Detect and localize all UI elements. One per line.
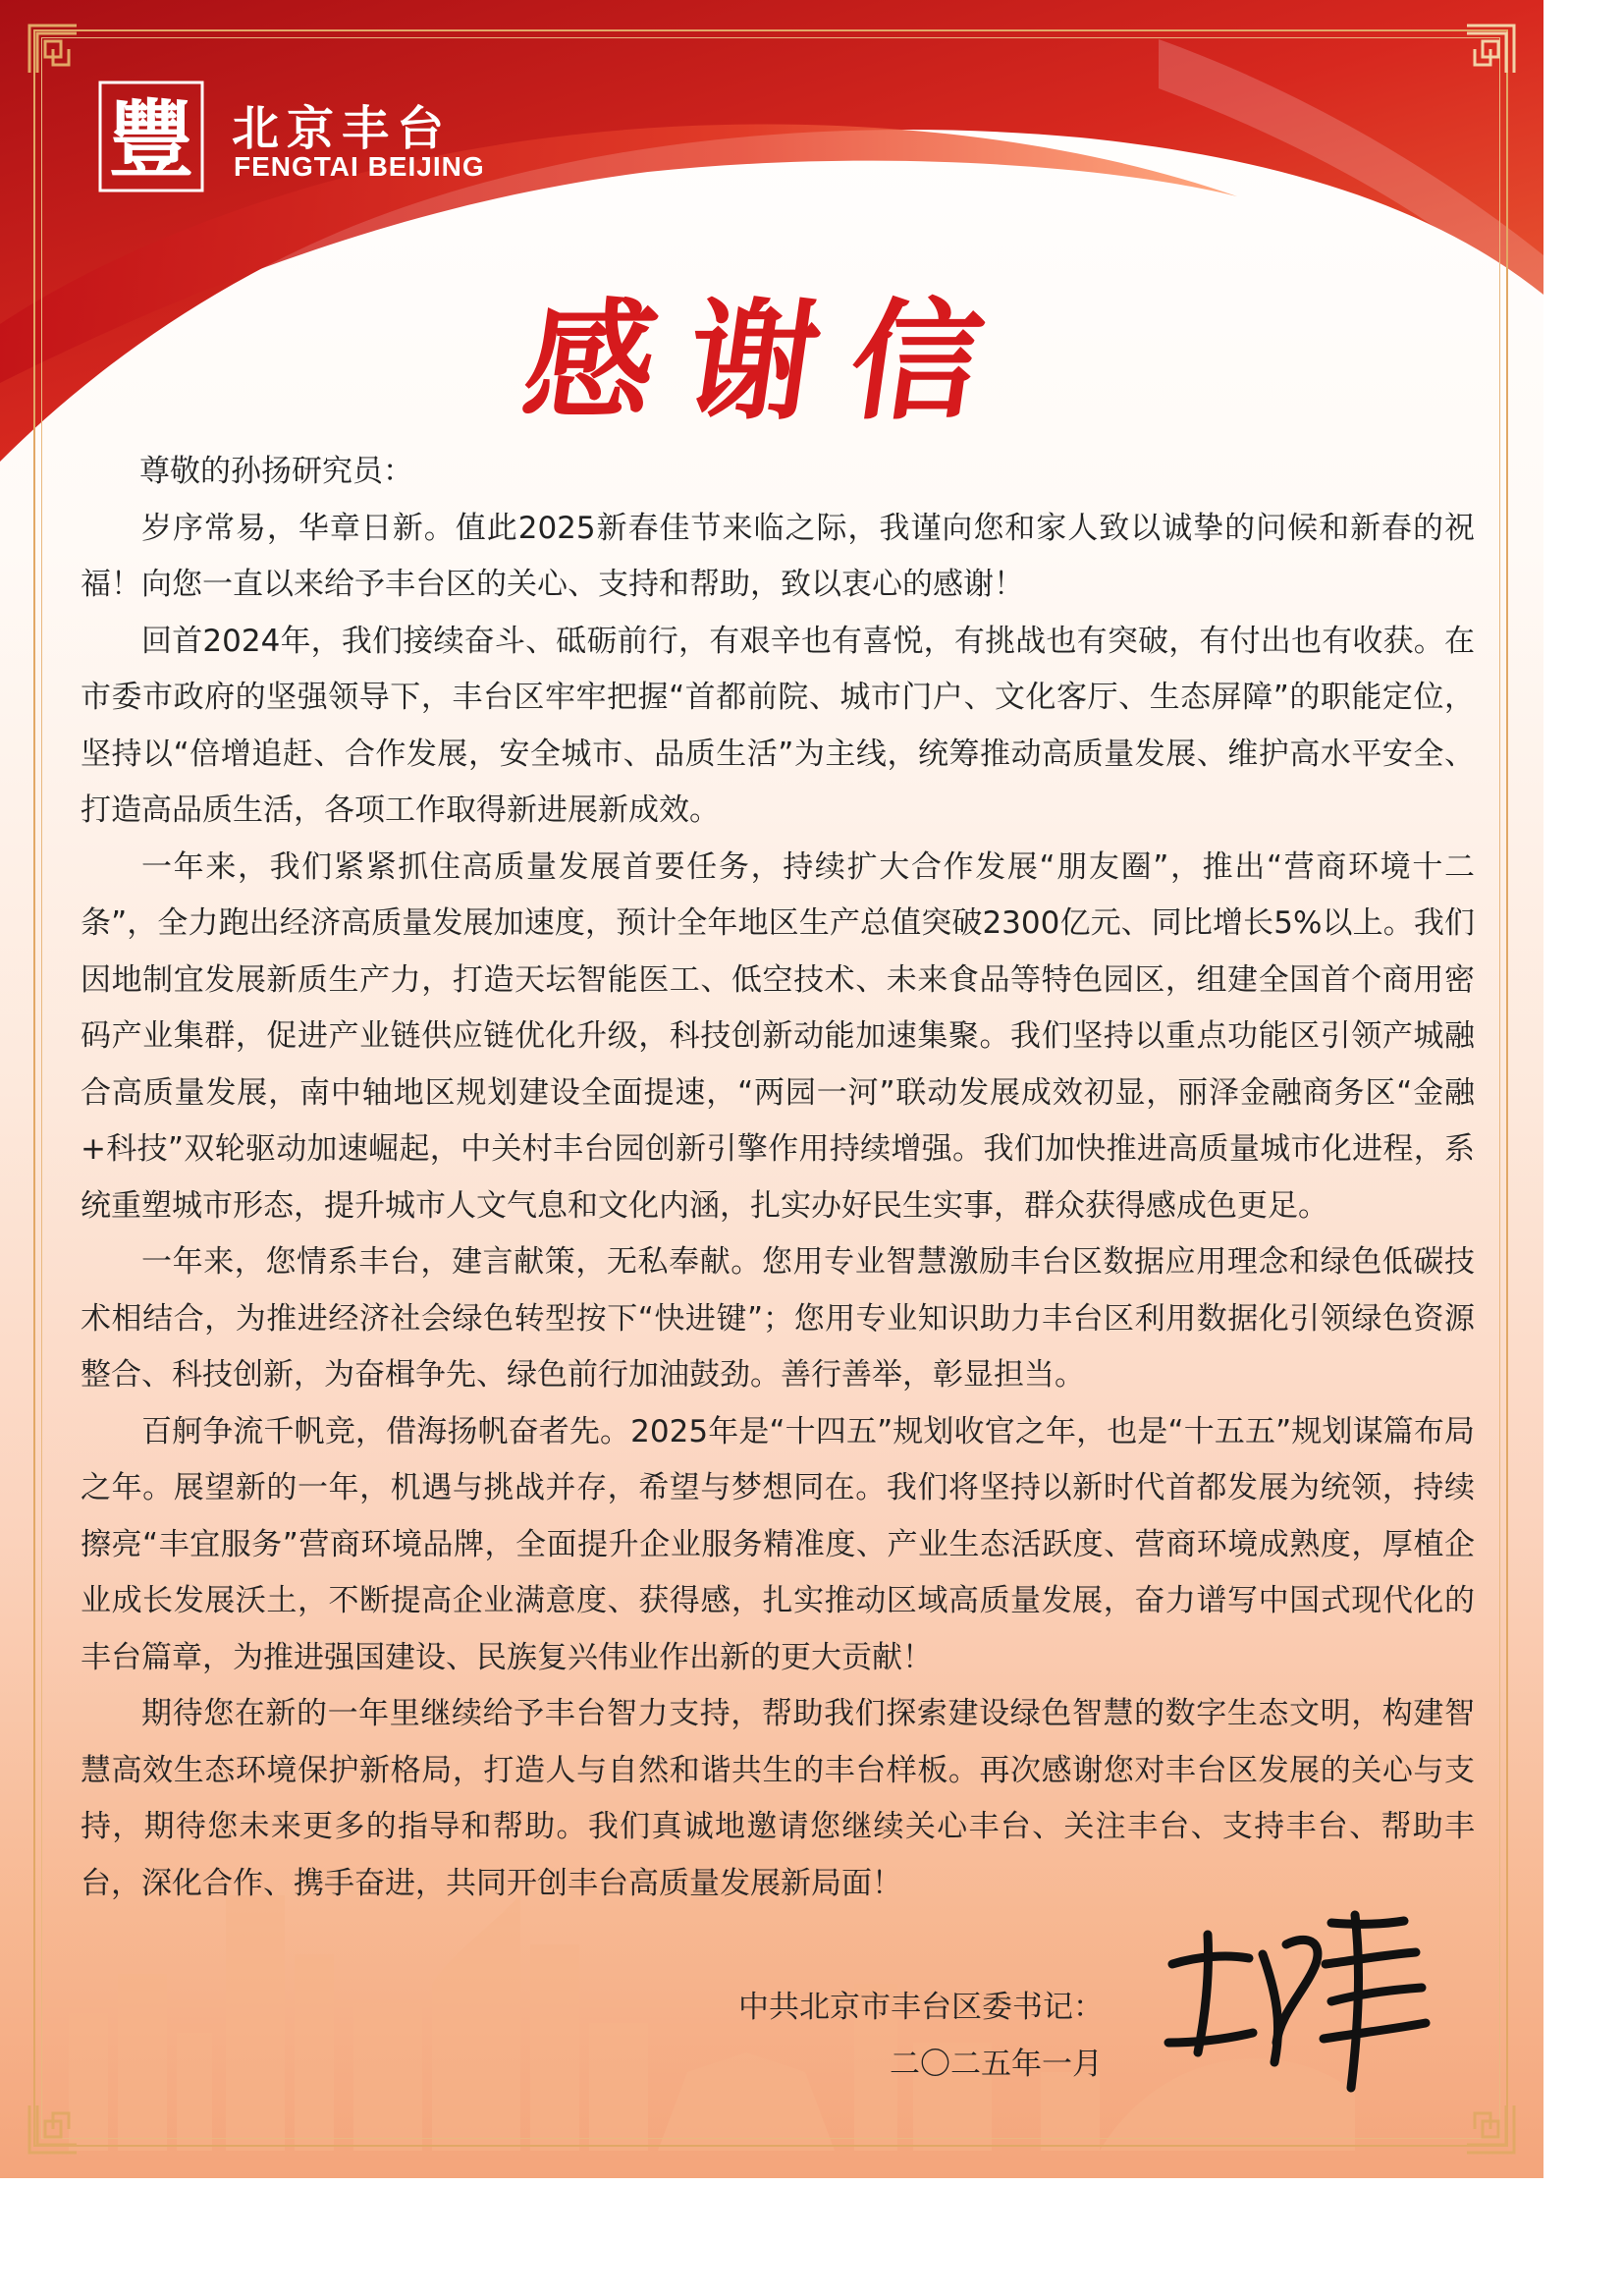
- frame-corner-ornament: [26, 22, 81, 77]
- letter-date: 二〇二五年一月: [890, 2047, 1103, 2082]
- paragraph: 一年来，我们紧紧抓住高质量发展首要任务，持续扩大合作发展“朋友圈”，推出“营商环境十二条”，全力跑出经济高质量发展加速度，预计全年地区生产总值突破2300亿元、同比增长5%以上。我们因地制宜发展新质生产力，打造天坛智能医工、低空技术、未来食品等特色园区，组建全国首个商用密码产业集群，促进产业链供应链优化升级，科技创新动能加速集聚。我们坚持以重点功能区引领产城融合高质量发展，南中轴地区规划建设全面提速，“两园一河”联动发展成效初显，丽泽金融商务区“金融+科技”双轮驱动加速崛起，中关村丰台园创新引擎作用持续增强。我们加快推进高质量城市化进程，系统重塑城市形态，提升城市人文气息和文化内涵，扎实办好民生实事，群众获得感成色更足。: [81, 848, 1475, 1224]
- frame-corner-ornament: [1463, 22, 1518, 77]
- fengtai-logo-emblem: [96, 79, 206, 194]
- signatory-title: 中共北京市丰台区委书记：: [738, 1990, 1104, 2025]
- paragraph: 岁序常易，华章日新。值此2025新春佳节来临之际，我谨向您和家人致以诚挚的问候和新春的祝福！向您一直以来给予丰台区的关心、支持和帮助，致以衷心的感谢！: [81, 510, 1475, 602]
- paragraph: 回首2024年，我们接续奋斗、砥砺前行，有艰辛也有喜悦，有挑战也有突破，有付出也有收获。在市委市政府的坚强领导下，丰台区牢牢把握“首都前院、城市门户、文化客厅、生态屏障”的职能定位，坚持以“倍增追赶、合作发展，安全城市、品质生活”为主线，统筹推动高质量发展、维护高水平安全、打造高品质生活，各项工作取得新进展新成效。: [81, 623, 1475, 828]
- frame-corner-ornament: [26, 2102, 81, 2157]
- salutation: 尊敬的孙扬研究员：: [139, 454, 413, 489]
- logo-english-name: FENGTAI BEIJING: [234, 151, 485, 182]
- paragraph: 一年来，您情系丰台，建言献策，无私奉献。您用专业智慧激励丰台区数据应用理念和绿色低碳技术相结合，为推进经济社会绿色转型按下“快进键”；您用专业知识助力丰台区利用数据化引领绿色资源整合、科技创新，为奋楫争先、绿色前行加油鼓劲。善行善举，彰显担当。: [81, 1244, 1475, 1393]
- paragraph: 期待您在新的一年里继续给予丰台智力支持，帮助我们探索建设绿色智慧的数字生态文明，构建智慧高效生态环境保护新格局，打造人与自然和谐共生的丰台样板。再次感谢您对丰台区发展的关心与支持，期待您未来更多的指导和帮助。我们真诚地邀请您继续关心丰台、关注丰台、支持丰台、帮助丰台，深化合作、携手奋进，共同开创丰台高质量发展新局面！: [81, 1696, 1475, 1901]
- frame-corner-ornament: [1463, 2102, 1518, 2157]
- logo-emblem-text: 豐: [109, 90, 193, 190]
- paragraph: 百舸争流千帆竞，借海扬帆奋者先。2025年是“十四五”规划收官之年，也是“十五五”规划谋篇布局之年。展望新的一年，机遇与挑战并存，希望与梦想同在。我们将坚持以新时代首都发展为统领，持续擦亮“丰宜服务”营商环境品牌，全面提升企业服务精准度、产业生态活跃度、营商环境成熟度，厚植企业成长发展沃土，不断提高企业满意度、获得感，扎实推动区域高质量发展，奋力谱写中国式现代化的丰台篇章，为推进强国建设、民族复兴伟业作出新的更大贡献！: [81, 1413, 1475, 1675]
- letter-body: [81, 444, 1475, 1912]
- letter-title: 感谢信: [514, 286, 1026, 438]
- logo-chinese-name: 北京丰台: [232, 101, 453, 156]
- handwritten-signature: [1159, 1895, 1434, 2102]
